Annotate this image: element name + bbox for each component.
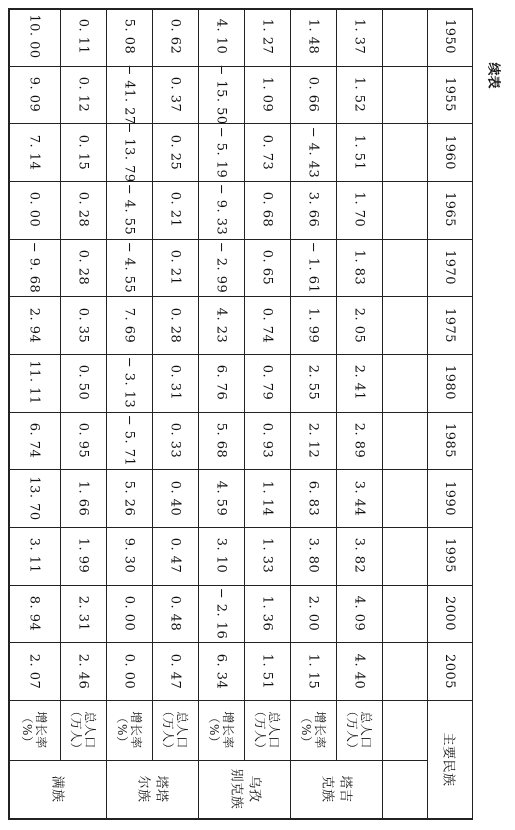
row-label-text: 增长率 （%）	[298, 711, 327, 749]
data-cell	[60, 66, 106, 124]
data-cell	[106, 527, 152, 585]
data-cell-text: 3. 10	[213, 538, 229, 574]
data-cell	[244, 239, 290, 297]
data-cell-text: 1. 99	[75, 538, 91, 574]
grid-line	[8, 239, 473, 240]
data-cell	[106, 354, 152, 412]
data-cell	[152, 585, 198, 643]
data-cell-text: − 4. 43	[305, 126, 321, 178]
year-header-1995	[427, 527, 473, 585]
data-cell	[336, 8, 382, 66]
data-cell-text: 7. 14	[26, 134, 42, 170]
data-cell-text: − 9. 33	[213, 184, 229, 236]
year-header-1980-text: 1980	[442, 365, 458, 401]
data-cell	[290, 585, 336, 643]
row-label	[152, 700, 198, 760]
data-cell	[152, 66, 198, 124]
data-cell	[60, 296, 106, 354]
data-cell	[290, 66, 336, 124]
year-header-1960	[427, 123, 473, 181]
data-cell	[198, 642, 244, 700]
year-header-1950	[427, 8, 473, 66]
data-cell-text: 0. 40	[167, 480, 183, 516]
data-cell	[60, 239, 106, 297]
data-cell-text: 0. 00	[26, 192, 42, 228]
data-cell-text: 1. 48	[305, 19, 321, 55]
data-cell	[152, 354, 198, 412]
data-cell-text: 3. 80	[305, 538, 321, 574]
data-cell	[8, 181, 60, 239]
data-cell	[336, 123, 382, 181]
data-cell	[60, 527, 106, 585]
grid-line	[8, 8, 10, 818]
data-cell	[152, 412, 198, 470]
data-cell	[8, 123, 60, 181]
grid-line	[106, 8, 107, 818]
year-header-1965-text: 1965	[442, 192, 458, 228]
group-name-text: 满族	[49, 775, 65, 803]
data-cell-text: 0. 37	[167, 76, 183, 113]
data-cell-text: 3. 11	[26, 538, 42, 574]
year-header-2005-text: 2005	[442, 653, 458, 689]
data-cell	[290, 412, 336, 470]
data-cell	[8, 642, 60, 700]
grid-line	[8, 469, 473, 470]
data-cell	[106, 66, 152, 124]
group-name	[290, 760, 382, 818]
data-cell	[290, 123, 336, 181]
data-cell	[106, 181, 152, 239]
data-cell-text: 0. 73	[259, 134, 275, 170]
year-header-1955-text: 1955	[442, 76, 458, 113]
data-cell	[106, 8, 152, 66]
data-cell-text: 2. 41	[351, 365, 367, 401]
data-cell	[152, 642, 198, 700]
data-cell-text: 1. 27	[259, 19, 275, 55]
data-cell	[106, 296, 152, 354]
row-label	[60, 700, 106, 760]
data-cell	[198, 412, 244, 470]
data-cell-text: 2. 55	[305, 365, 321, 401]
data-cell-text: 1. 52	[351, 76, 367, 113]
data-cell	[60, 8, 106, 66]
data-cell-text: 0. 65	[259, 249, 275, 286]
data-cell-text: 4. 23	[213, 307, 229, 343]
data-cell-text: 0. 28	[75, 249, 91, 286]
grid-line	[336, 8, 337, 760]
data-cell-text: 0. 35	[75, 307, 91, 343]
grid-line	[8, 642, 473, 643]
data-cell	[198, 527, 244, 585]
data-cell-text: 0. 21	[167, 192, 183, 228]
data-cell-text: 2. 89	[351, 422, 367, 459]
data-cell-text: 0. 62	[167, 19, 183, 55]
data-cell	[244, 469, 290, 527]
data-cell-text: − 2. 99	[213, 241, 229, 294]
data-cell	[106, 585, 152, 643]
data-cell	[244, 123, 290, 181]
data-cell-text: 0. 28	[75, 192, 91, 228]
data-cell	[106, 412, 152, 470]
year-header-1985-text: 1985	[442, 422, 458, 459]
data-cell-text: 1. 83	[351, 249, 367, 286]
group-name-text: 塔吉 克族	[319, 775, 353, 803]
data-cell-text: 0. 31	[167, 365, 183, 401]
grid-line	[8, 412, 473, 413]
row-label-text: 总人口 （万人）	[345, 704, 374, 756]
data-cell-text: 2. 07	[26, 653, 42, 689]
row-label-text: 总人口 （万人）	[69, 704, 98, 756]
group-name	[106, 760, 198, 818]
data-cell	[198, 239, 244, 297]
year-header-1955	[427, 66, 473, 124]
data-cell	[198, 8, 244, 66]
data-cell	[336, 354, 382, 412]
year-header-1970	[427, 239, 473, 297]
data-cell	[152, 469, 198, 527]
data-cell	[152, 239, 198, 297]
data-cell	[290, 469, 336, 527]
data-cell	[152, 527, 198, 585]
row-label	[244, 700, 290, 760]
data-cell-text: − 1. 61	[305, 241, 321, 294]
data-cell	[244, 642, 290, 700]
data-cell	[336, 239, 382, 297]
data-cell-text: 1. 33	[259, 538, 275, 574]
data-cell-text: − 2. 16	[213, 587, 229, 640]
year-header-1975	[427, 296, 473, 354]
data-cell-text: − 13. 79	[121, 121, 137, 183]
year-header-1950-text: 1950	[442, 19, 458, 55]
data-cell	[8, 296, 60, 354]
data-cell-text: 5. 68	[213, 422, 229, 459]
group-name	[8, 760, 106, 818]
data-cell-text: 1. 70	[351, 192, 367, 228]
data-cell-text: 0. 00	[121, 653, 137, 689]
year-header-1985	[427, 412, 473, 470]
data-cell-text: 9. 09	[26, 76, 42, 113]
data-cell-text: 11. 11	[26, 360, 42, 406]
data-cell-text: 4. 10	[213, 19, 229, 55]
data-cell-text: − 41. 27	[121, 64, 137, 125]
grid-line	[8, 760, 427, 761]
data-cell	[106, 123, 152, 181]
data-cell	[198, 585, 244, 643]
data-cell	[106, 642, 152, 700]
year-header-1980	[427, 354, 473, 412]
data-cell	[336, 66, 382, 124]
data-cell	[290, 8, 336, 66]
data-cell	[152, 181, 198, 239]
data-cell-text: 2. 94	[26, 307, 42, 343]
data-cell	[244, 8, 290, 66]
data-cell-text: 2. 46	[75, 653, 91, 689]
data-cell	[198, 123, 244, 181]
year-header-2000	[427, 585, 473, 643]
data-cell	[8, 527, 60, 585]
data-cell	[244, 66, 290, 124]
data-cell-text: 0. 79	[259, 365, 275, 401]
data-cell	[244, 181, 290, 239]
group-name-text: 塔塔 尔族	[135, 775, 169, 803]
data-cell	[198, 469, 244, 527]
data-cell-text: 1. 99	[305, 307, 321, 343]
row-label	[8, 700, 60, 760]
data-cell	[60, 585, 106, 643]
data-cell-text: − 5. 19	[213, 126, 229, 178]
continued-table-note-text: 续表	[485, 61, 501, 89]
data-cell-text: 0. 12	[75, 76, 91, 113]
grid-line	[8, 354, 473, 355]
data-cell-text: 5. 08	[121, 19, 137, 55]
data-cell-text: 0. 25	[167, 134, 183, 170]
data-cell	[152, 123, 198, 181]
row-label-text: 总人口 （万人）	[161, 704, 190, 756]
year-header-1970-text: 1970	[442, 249, 458, 286]
year-header-2005	[427, 642, 473, 700]
data-cell	[336, 181, 382, 239]
data-cell	[106, 469, 152, 527]
data-cell	[336, 642, 382, 700]
data-cell-text: 8. 94	[26, 595, 42, 632]
data-cell	[244, 527, 290, 585]
data-cell-text: 0. 28	[167, 307, 183, 343]
data-cell-text: 0. 74	[259, 307, 275, 343]
data-cell	[290, 181, 336, 239]
data-cell	[290, 239, 336, 297]
data-cell-text: 3. 66	[305, 192, 321, 228]
data-cell-text: 3. 82	[351, 538, 367, 574]
data-cell	[60, 181, 106, 239]
data-cell-text: 0. 33	[167, 422, 183, 459]
data-cell-text: 6. 74	[26, 422, 42, 459]
data-cell	[8, 354, 60, 412]
data-cell-text: 1. 15	[305, 653, 321, 689]
grid-line	[8, 818, 473, 820]
group-name	[198, 760, 290, 818]
year-header-1975-text: 1975	[442, 307, 458, 343]
data-cell-text: 0. 93	[259, 422, 275, 459]
data-cell-text: 0. 50	[75, 365, 91, 401]
data-cell-text: 0. 48	[167, 595, 183, 632]
data-cell	[336, 527, 382, 585]
data-cell-text: − 5. 71	[121, 414, 137, 467]
data-cell	[8, 469, 60, 527]
data-cell-text: 0. 11	[75, 19, 91, 55]
grid-line	[8, 585, 473, 586]
corner-header	[427, 700, 473, 818]
grid-line	[8, 123, 473, 124]
data-cell	[8, 8, 60, 66]
grid-line	[244, 8, 245, 760]
grid-line	[8, 181, 473, 182]
row-label	[198, 700, 244, 760]
row-label-text: 增长率 （%）	[206, 711, 235, 749]
data-cell-text: 3. 44	[351, 480, 367, 516]
data-cell-text: 1. 51	[259, 653, 275, 689]
data-cell	[244, 296, 290, 354]
data-cell-text: 7. 69	[121, 307, 137, 343]
data-cell	[198, 296, 244, 354]
row-label	[290, 700, 336, 760]
data-cell-text: 0. 00	[121, 595, 137, 632]
data-cell-text: 1. 36	[259, 595, 275, 632]
year-header-2000-text: 2000	[442, 595, 458, 632]
data-cell	[8, 239, 60, 297]
data-cell-text: 1. 09	[259, 76, 275, 113]
data-cell-text: 1. 14	[259, 480, 275, 516]
data-cell	[60, 412, 106, 470]
grid-line	[8, 700, 473, 701]
year-header-1965	[427, 181, 473, 239]
corner-header-text: 主要民族	[440, 731, 456, 787]
data-cell	[60, 354, 106, 412]
data-cell	[8, 412, 60, 470]
data-cell-text: − 9. 68	[26, 241, 42, 294]
data-cell	[198, 181, 244, 239]
data-cell-text: 6. 34	[213, 653, 229, 689]
grid-line	[152, 8, 153, 760]
data-cell	[8, 66, 60, 124]
data-cell	[8, 585, 60, 643]
data-cell-text: 4. 09	[351, 595, 367, 632]
data-cell	[290, 642, 336, 700]
year-header-1995-text: 1995	[442, 538, 458, 574]
corner-spacer	[0, 760, 8, 818]
data-cell-text: 6. 76	[213, 365, 229, 401]
data-cell-text: 2. 12	[305, 422, 321, 459]
data-cell-text: 10. 00	[26, 14, 42, 60]
data-cell	[106, 239, 152, 297]
data-cell-text: 1. 66	[75, 480, 91, 516]
grid-line	[8, 527, 473, 528]
data-cell	[198, 66, 244, 124]
data-cell-text: 4. 40	[351, 653, 367, 689]
data-cell-text: 2. 00	[305, 595, 321, 632]
data-cell-text: 0. 66	[305, 76, 321, 113]
data-cell	[152, 296, 198, 354]
data-cell	[290, 354, 336, 412]
row-label	[336, 700, 382, 760]
data-cell	[60, 469, 106, 527]
row-label-text: 增长率 （%）	[114, 711, 143, 749]
grid-line	[198, 8, 199, 818]
grid-line	[427, 8, 428, 818]
data-cell	[244, 585, 290, 643]
year-header-1990-text: 1990	[442, 480, 458, 516]
grid-line	[290, 8, 291, 818]
data-cell-text: − 4. 55	[121, 241, 137, 294]
grid-line	[472, 8, 474, 818]
data-cell-text: 0. 95	[75, 422, 91, 459]
grid-line	[60, 8, 61, 760]
year-header-1960-text: 1960	[442, 134, 458, 170]
data-cell-text: 0. 15	[75, 134, 91, 170]
data-cell-text: 13. 70	[26, 475, 42, 521]
data-cell-text: 1. 51	[351, 134, 367, 170]
grid-line	[382, 8, 383, 818]
data-cell	[152, 8, 198, 66]
data-cell	[60, 123, 106, 181]
year-header-1990	[427, 469, 473, 527]
row-label-text: 总人口 （万人）	[253, 704, 282, 756]
data-cell-text: 0. 68	[259, 192, 275, 228]
data-cell	[244, 354, 290, 412]
data-cell-text: 0. 47	[167, 653, 183, 689]
grid-line	[8, 66, 473, 67]
data-cell-text: 0. 47	[167, 538, 183, 574]
data-cell-text: 4. 59	[213, 480, 229, 516]
data-cell-text: 0. 21	[167, 249, 183, 286]
data-cell	[336, 296, 382, 354]
data-cell-text: 9. 30	[121, 538, 137, 574]
data-cell-text: 5. 26	[121, 480, 137, 516]
data-cell-text: 1. 37	[351, 19, 367, 55]
row-label-text: 增长率 （%）	[19, 711, 48, 749]
group-name-text: 乌孜 别克族	[227, 768, 261, 810]
data-cell-text: 2. 31	[75, 595, 91, 632]
row-label	[106, 700, 152, 760]
data-cell-text: 2. 05	[351, 307, 367, 343]
data-cell	[60, 642, 106, 700]
data-cell	[290, 296, 336, 354]
data-cell-text: 6. 83	[305, 480, 321, 516]
data-cell	[244, 412, 290, 470]
data-cell-text: − 15. 50	[213, 64, 229, 125]
data-cell-text: − 4. 55	[121, 184, 137, 236]
data-cell	[336, 412, 382, 470]
grid-line	[8, 296, 473, 297]
data-cell	[336, 469, 382, 527]
data-cell-text: − 3. 13	[121, 357, 137, 409]
data-cell	[198, 354, 244, 412]
data-cell	[336, 585, 382, 643]
grid-line	[8, 8, 473, 10]
data-cell	[290, 527, 336, 585]
